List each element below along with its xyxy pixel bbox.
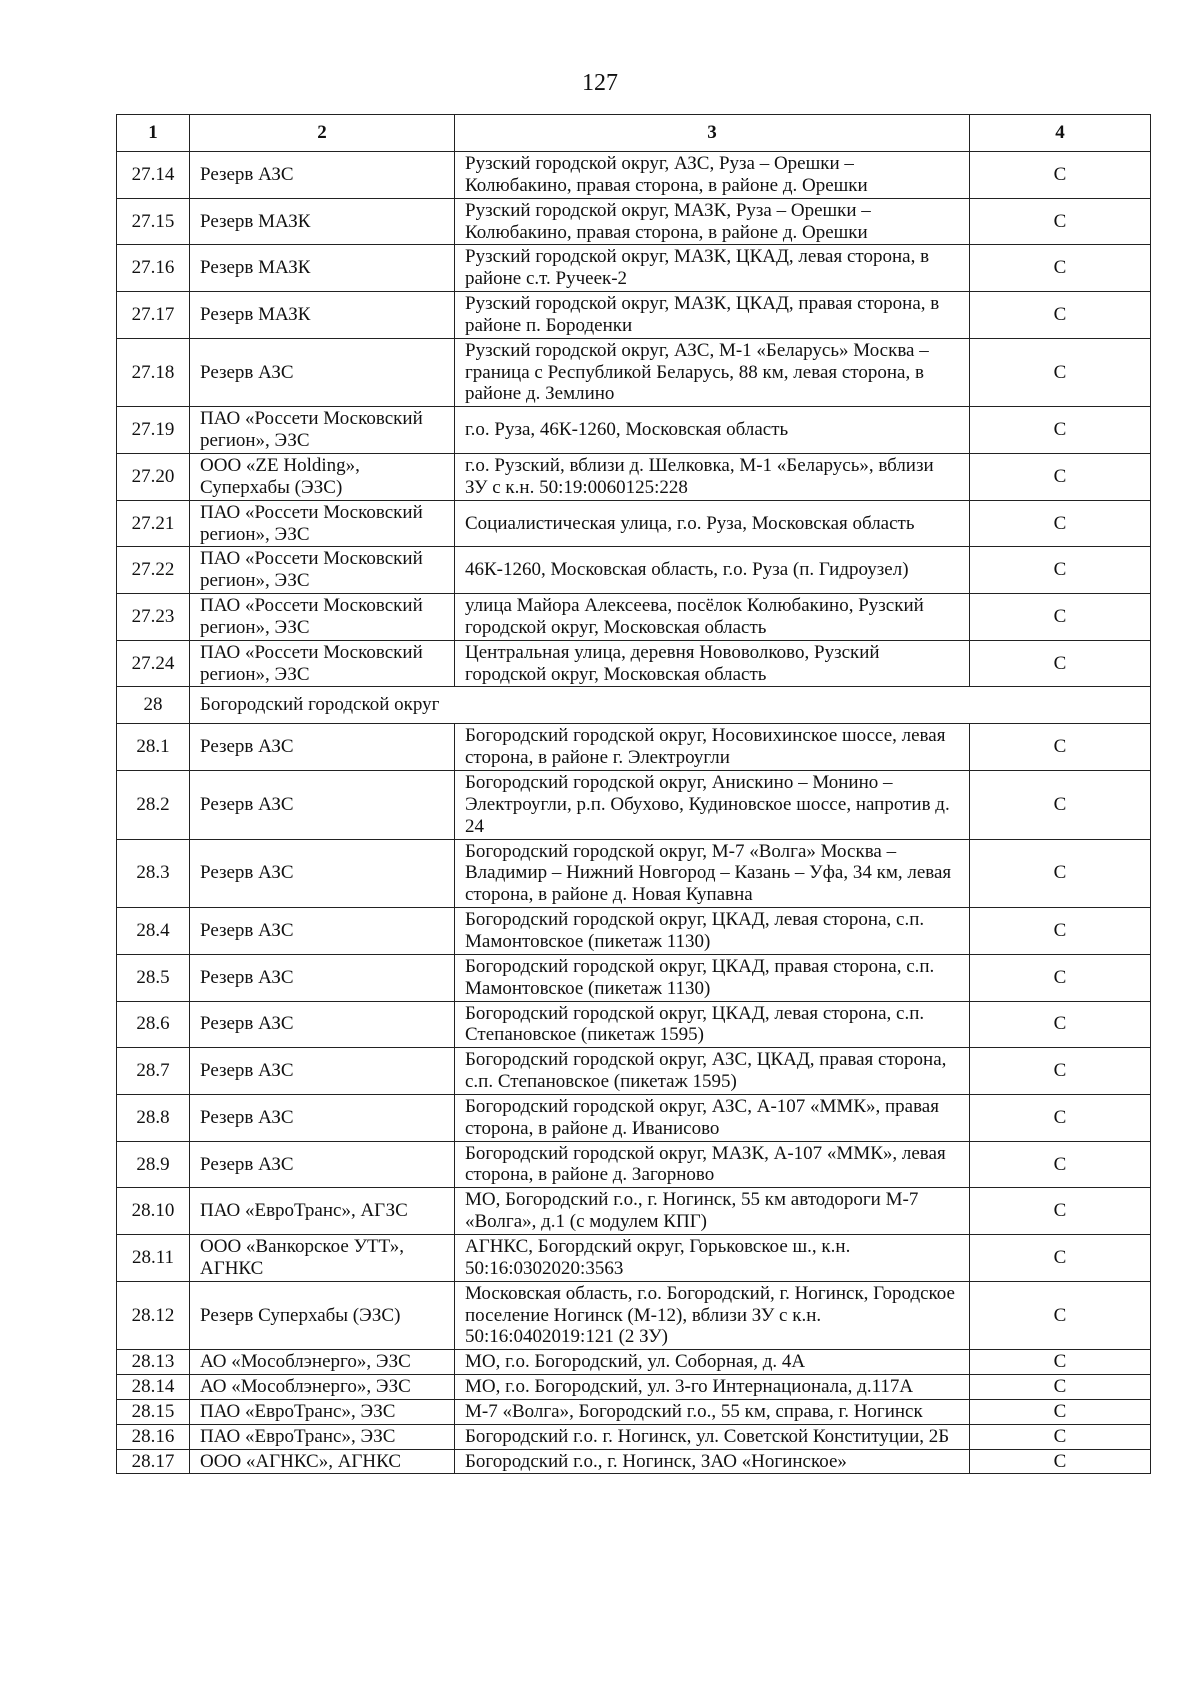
- row-name: АО «Мособлэнерго», ЭЗС: [190, 1350, 455, 1375]
- header-col-1: 1: [117, 115, 190, 152]
- row-category: С: [970, 500, 1151, 547]
- row-category: С: [970, 292, 1151, 339]
- row-location: Богородский г.о., г. Ногинск, ЗАО «Ногинское»: [455, 1449, 970, 1474]
- row-location: Московская область, г.о. Богородский, г. Ногинск, Городское поселение Ногинск (М-12), вблизи ЗУ с к.н. 50:16:0402019:121 (2 ЗУ): [455, 1281, 970, 1350]
- row-location: Рузский городской округ, АЗС, М-1 «Беларусь» Москва – граница с Республикой Беларусь, 88 км, левая сторона, в районе д. Землино: [455, 338, 970, 407]
- row-location: МО, г.о. Богородский, ул. 3-го Интернационала, д.117А: [455, 1375, 970, 1400]
- row-name: ПАО «Россети Московский регион», ЭЗС: [190, 407, 455, 454]
- row-location: Центральная улица, деревня Нововолково, Рузский городской округ, Московская область: [455, 640, 970, 687]
- row-location: МО, Богородский г.о., г. Ногинск, 55 км автодороги М-7 «Волга», д.1 (с модулем КПГ): [455, 1188, 970, 1235]
- table-row: [117, 1188, 1151, 1235]
- row-category: С: [970, 1048, 1151, 1095]
- table-row: [117, 640, 1151, 687]
- row-location: Богородский городской округ, Носовихинское шоссе, левая сторона, в районе г. Электроугли: [455, 724, 970, 771]
- row-category: С: [970, 640, 1151, 687]
- row-number: 27.20: [117, 453, 190, 500]
- row-name: Резерв МАЗК: [190, 198, 455, 245]
- row-category: С: [970, 1399, 1151, 1424]
- row-category: С: [970, 1375, 1151, 1400]
- table-row: [117, 1048, 1151, 1095]
- table-row: [117, 1094, 1151, 1141]
- row-number: 27.19: [117, 407, 190, 454]
- row-location: г.о. Руза, 46К-1260, Московская область: [455, 407, 970, 454]
- row-number: 27.17: [117, 292, 190, 339]
- table-row: [117, 245, 1151, 292]
- row-location: Социалистическая улица, г.о. Руза, Московская область: [455, 500, 970, 547]
- row-number: 27.23: [117, 594, 190, 641]
- table-row: [117, 1424, 1151, 1449]
- row-category: С: [970, 152, 1151, 199]
- table-row: [117, 594, 1151, 641]
- row-category: С: [970, 1424, 1151, 1449]
- table-row: [117, 724, 1151, 771]
- row-name: Резерв АЗС: [190, 338, 455, 407]
- row-category: С: [970, 1141, 1151, 1188]
- row-name: ПАО «Россети Московский регион», ЭЗС: [190, 640, 455, 687]
- row-category: С: [970, 954, 1151, 1001]
- table-row: [117, 1001, 1151, 1048]
- row-number: 28.9: [117, 1141, 190, 1188]
- row-location: Богородский городской округ, ЦКАД, левая сторона, с.п. Мамонтовское (пикетаж 1130): [455, 908, 970, 955]
- row-name: ПАО «Россети Московский регион», ЭЗС: [190, 594, 455, 641]
- row-name: Резерв АЗС: [190, 908, 455, 955]
- row-name: Резерв АЗС: [190, 839, 455, 908]
- row-number: 28.1: [117, 724, 190, 771]
- row-category: С: [970, 1449, 1151, 1474]
- row-number: 27.16: [117, 245, 190, 292]
- table-row: [117, 908, 1151, 955]
- row-number: 28.6: [117, 1001, 190, 1048]
- row-location: АГНКС, Богордский округ, Горьковское ш., к.н. 50:16:0302020:3563: [455, 1234, 970, 1281]
- row-location: Богородский городской округ, Анискино – Монино – Электроугли, р.п. Обухово, Кудиновское шоссе, напротив д. 24: [455, 771, 970, 840]
- row-number: 27.15: [117, 198, 190, 245]
- row-category: С: [970, 1281, 1151, 1350]
- row-name: Резерв АЗС: [190, 954, 455, 1001]
- row-location: МО, г.о. Богородский, ул. Соборная, д. 4А: [455, 1350, 970, 1375]
- table-row: [117, 839, 1151, 908]
- row-number: 28.11: [117, 1234, 190, 1281]
- row-location: Богородский городской округ, ЦКАД, правая сторона, с.п. Мамонтовское (пикетаж 1130): [455, 954, 970, 1001]
- group-row: [117, 687, 1151, 724]
- table-header-row: [117, 115, 1151, 152]
- row-number: 28.15: [117, 1399, 190, 1424]
- row-number: 28.13: [117, 1350, 190, 1375]
- row-category: С: [970, 771, 1151, 840]
- table-row: [117, 1234, 1151, 1281]
- row-category: С: [970, 839, 1151, 908]
- table-row: [117, 152, 1151, 199]
- row-number: 28.4: [117, 908, 190, 955]
- row-name: Резерв АЗС: [190, 1094, 455, 1141]
- row-name: Резерв АЗС: [190, 724, 455, 771]
- table-row: [117, 1350, 1151, 1375]
- row-location: 46К-1260, Московская область, г.о. Руза (п. Гидроузел): [455, 547, 970, 594]
- row-name: ПАО «ЕвроТранс», ЭЗС: [190, 1399, 455, 1424]
- row-name: АО «Мособлэнерго», ЭЗС: [190, 1375, 455, 1400]
- row-category: С: [970, 245, 1151, 292]
- row-category: С: [970, 1234, 1151, 1281]
- row-category: С: [970, 1094, 1151, 1141]
- table-row: [117, 1141, 1151, 1188]
- row-category: С: [970, 1350, 1151, 1375]
- row-number: 28.7: [117, 1048, 190, 1095]
- table-row: [117, 547, 1151, 594]
- row-name: ПАО «Россети Московский регион», ЭЗС: [190, 500, 455, 547]
- group-number: 28: [117, 687, 190, 724]
- row-category: С: [970, 453, 1151, 500]
- row-name: ООО «Ванкорское УТТ», АГНКС: [190, 1234, 455, 1281]
- row-number: 27.14: [117, 152, 190, 199]
- row-number: 28.2: [117, 771, 190, 840]
- row-location: Богородский городской округ, АЗС, ЦКАД, правая сторона, с.п. Степановское (пикетаж 1595): [455, 1048, 970, 1095]
- row-location: Богородский городской округ, МАЗК, А-107 «ММК», левая сторона, в районе д. Загорново: [455, 1141, 970, 1188]
- table-row: [117, 407, 1151, 454]
- row-name: Резерв АЗС: [190, 771, 455, 840]
- row-location: Богородский городской округ, М-7 «Волга» Москва – Владимир – Нижний Новгород – Казань – Уфа, 34 км, левая сторона, в районе д. Новая Купавна: [455, 839, 970, 908]
- table-row: [117, 198, 1151, 245]
- row-number: 28.8: [117, 1094, 190, 1141]
- row-number: 28.3: [117, 839, 190, 908]
- row-name: Резерв МАЗК: [190, 245, 455, 292]
- row-name: ПАО «ЕвроТранс», ЭЗС: [190, 1424, 455, 1449]
- row-category: С: [970, 1001, 1151, 1048]
- row-name: Резерв АЗС: [190, 1141, 455, 1188]
- table-row: [117, 1449, 1151, 1474]
- row-number: 28.5: [117, 954, 190, 1001]
- row-number: 28.10: [117, 1188, 190, 1235]
- table-row: [117, 1399, 1151, 1424]
- row-name: ООО «ZE Holding», Суперхабы (ЭЗС): [190, 453, 455, 500]
- row-name: ПАО «Россети Московский регион», ЭЗС: [190, 547, 455, 594]
- row-name: Резерв АЗС: [190, 152, 455, 199]
- row-location: Богородский городской округ, ЦКАД, левая сторона, с.п. Степановское (пикетаж 1595): [455, 1001, 970, 1048]
- row-location: г.о. Рузский, вблизи д. Шелковка, М-1 «Беларусь», вблизи ЗУ с к.н. 50:19:0060125:228: [455, 453, 970, 500]
- table-row: [117, 453, 1151, 500]
- row-location: Рузский городской округ, АЗС, Руза – Орешки – Колюбакино, правая сторона, в районе д. Орешки: [455, 152, 970, 199]
- row-location: Рузский городской округ, МАЗК, ЦКАД, левая сторона, в районе с.т. Ручеек-2: [455, 245, 970, 292]
- row-category: С: [970, 407, 1151, 454]
- row-number: 27.21: [117, 500, 190, 547]
- header-col-3: 3: [455, 115, 970, 152]
- row-location: Рузский городской округ, МАЗК, ЦКАД, правая сторона, в районе п. Бороденки: [455, 292, 970, 339]
- row-category: С: [970, 547, 1151, 594]
- row-category: С: [970, 594, 1151, 641]
- table-row: [117, 292, 1151, 339]
- row-number: 28.17: [117, 1449, 190, 1474]
- row-category: С: [970, 1188, 1151, 1235]
- row-number: 28.16: [117, 1424, 190, 1449]
- row-name: ООО «АГНКС», АГНКС: [190, 1449, 455, 1474]
- row-number: 28.14: [117, 1375, 190, 1400]
- page-number: 127: [582, 70, 618, 96]
- row-name: Резерв МАЗК: [190, 292, 455, 339]
- row-name: Резерв АЗС: [190, 1048, 455, 1095]
- row-name: ПАО «ЕвроТранс», АГЗС: [190, 1188, 455, 1235]
- row-location: Богородский г.о. г. Ногинск, ул. Советской Конституции, 2Б: [455, 1424, 970, 1449]
- row-location: Богородский городской округ, АЗС, А-107 «ММК», правая сторона, в районе д. Иванисово: [455, 1094, 970, 1141]
- row-number: 28.12: [117, 1281, 190, 1350]
- row-location: М-7 «Волга», Богородский г.о., 55 км, справа, г. Ногинск: [455, 1399, 970, 1424]
- row-number: 27.22: [117, 547, 190, 594]
- table-row: [117, 500, 1151, 547]
- table-row: [117, 954, 1151, 1001]
- row-category: С: [970, 338, 1151, 407]
- row-location: Рузский городской округ, МАЗК, Руза – Орешки – Колюбакино, правая сторона, в районе д. Орешки: [455, 198, 970, 245]
- table-row: [117, 338, 1151, 407]
- row-category: С: [970, 724, 1151, 771]
- row-number: 27.18: [117, 338, 190, 407]
- table-row: [117, 1281, 1151, 1350]
- table-row: [117, 1375, 1151, 1400]
- row-number: 27.24: [117, 640, 190, 687]
- row-location: улица Майора Алексеева, посёлок Колюбакино, Рузский городской округ, Московская область: [455, 594, 970, 641]
- header-col-4: 4: [970, 115, 1151, 152]
- header-col-2: 2: [190, 115, 455, 152]
- row-name: Резерв АЗС: [190, 1001, 455, 1048]
- facilities-table: [116, 114, 1151, 1474]
- row-name: Резерв Суперхабы (ЭЗС): [190, 1281, 455, 1350]
- table-row: [117, 771, 1151, 840]
- row-category: С: [970, 198, 1151, 245]
- group-title: Богородский городской округ: [190, 687, 1151, 724]
- row-category: С: [970, 908, 1151, 955]
